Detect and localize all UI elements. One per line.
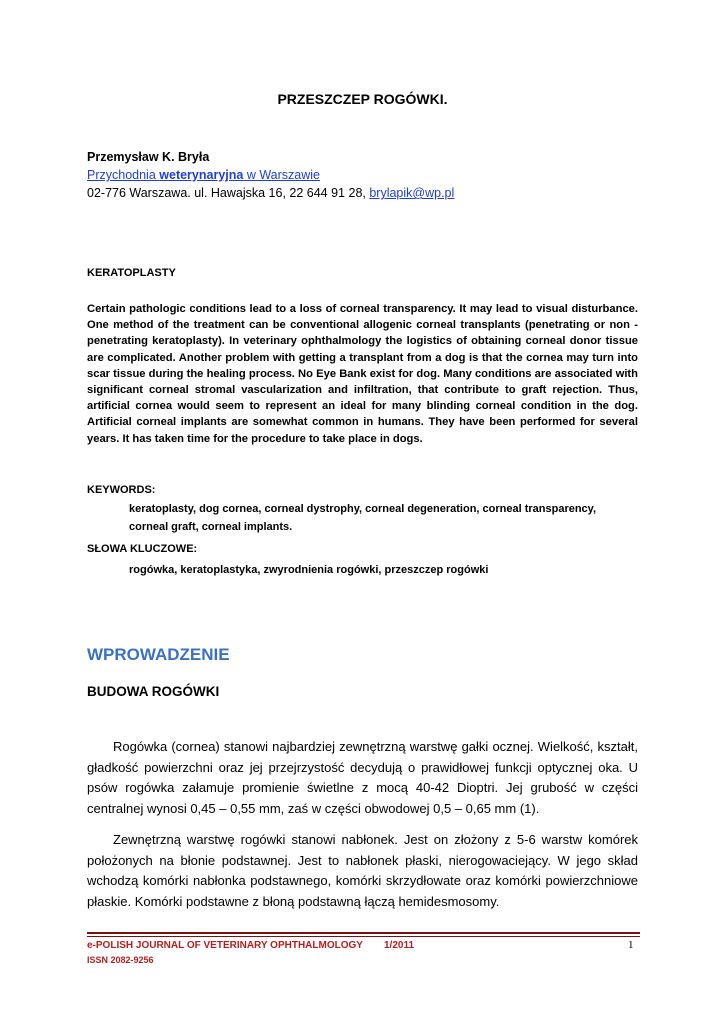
slowa-kluczowe-label: SŁOWA KLUCZOWE: bbox=[87, 543, 198, 555]
slowa-kluczowe-line: rogówka, keratoplastyka, zwyrodnienia rogówki, przeszczep rogówki bbox=[129, 564, 489, 576]
author-name: Przemysław K. Bryła bbox=[87, 150, 210, 164]
subsection-title: BUDOWA ROGÓWKI bbox=[87, 684, 220, 699]
paper-title: PRZESZCZEP ROGÓWKI. bbox=[277, 91, 448, 107]
keratoplasty-heading: KERATOPLASTY bbox=[87, 267, 176, 279]
keywords-line-2: corneal graft, corneal implants. bbox=[129, 521, 293, 533]
author-block bbox=[87, 148, 454, 202]
affiliation-bold[interactable]: weterynaryjna bbox=[159, 168, 244, 182]
footer-issn: ISSN 2082-9256 bbox=[87, 955, 154, 965]
footer-rule-thin bbox=[87, 936, 640, 937]
paragraph-2: Zewnętrzną warstwę rogówki stanowi nabłonek. Jest on złożony z 5-6 warstw komórek położonych na błonie podstawnej. Jest to nabłonek płaski, nierogowaciejący. W jego skład wchodzą komórki nabłonka podstawnego, komórki skrzydłowate oraz komórki powierzchniowe płaskie. Komórki podstawne z błoną podstawną łączą hemidesmosomy. bbox=[87, 832, 638, 909]
footer-rule bbox=[87, 932, 640, 934]
page-number: 1 bbox=[628, 939, 634, 951]
address-text: 02-776 Warszawa. ul. Hawajska 16, 22 644 91 28, bbox=[87, 186, 370, 200]
footer-journal: e-POLISH JOURNAL OF VETERINARY OPHTHALMOLOGY bbox=[87, 940, 363, 951]
affiliation-prefix[interactable]: Przychodnia bbox=[87, 168, 160, 182]
keywords-line-1: keratoplasty, dog cornea, corneal dystrophy, corneal degeneration, corneal transparency, bbox=[129, 503, 597, 515]
address-line bbox=[87, 184, 454, 202]
email-link[interactable]: brylapik@wp.pl bbox=[369, 186, 455, 200]
affiliation-suffix[interactable]: w Warszawie bbox=[243, 168, 320, 182]
affiliation-link[interactable] bbox=[87, 166, 454, 184]
abstract-text: Certain pathologic conditions lead to a loss of corneal transparency. It may lead to visual disturbance. One method of the treatment can be conventional allogenic corneal transplants (penetrating or non -penetrating keratoplasty). In veterinary ophthalmology the logistics of obtaining corneal donor tissue are complicated. Another problem with getting a transplant from a dog is that the cornea may turn into scar tissue during the healing process. No Eye Bank exist for dog. Many conditions are associated with significant corneal stromal vascularization and infiltration, that contribute to graft rejection. Thus, artificial cornea would seem to represent an ideal for many blinding corneal condition in the dog. Artificial corneal implants are somewhat common in humans. They have been performed for several years. It has taken time for the procedure to take place in dogs. bbox=[87, 303, 638, 445]
keywords-label: KEYWORDS: bbox=[87, 484, 156, 496]
paragraph-1: Rogówka (cornea) stanowi najbardziej zewnętrzną warstwę gałki ocznej. Wielkość, kształt, gładkość powierzchni oraz jej przejrzystość decydują o prawidłowej funkcji optycznej oka. U psów rogówka załamuje promienie świetlne z mocą 40-42 Dioptri. Jej grubość w części centralnej wynosi 0,45 – 0,55 mm, zaś w części obwodowej 0,5 – 0,65 mm (1). bbox=[87, 739, 638, 816]
section-title: WPROWADZENIE bbox=[87, 645, 230, 664]
footer-issue: 1/2011 bbox=[384, 940, 415, 951]
